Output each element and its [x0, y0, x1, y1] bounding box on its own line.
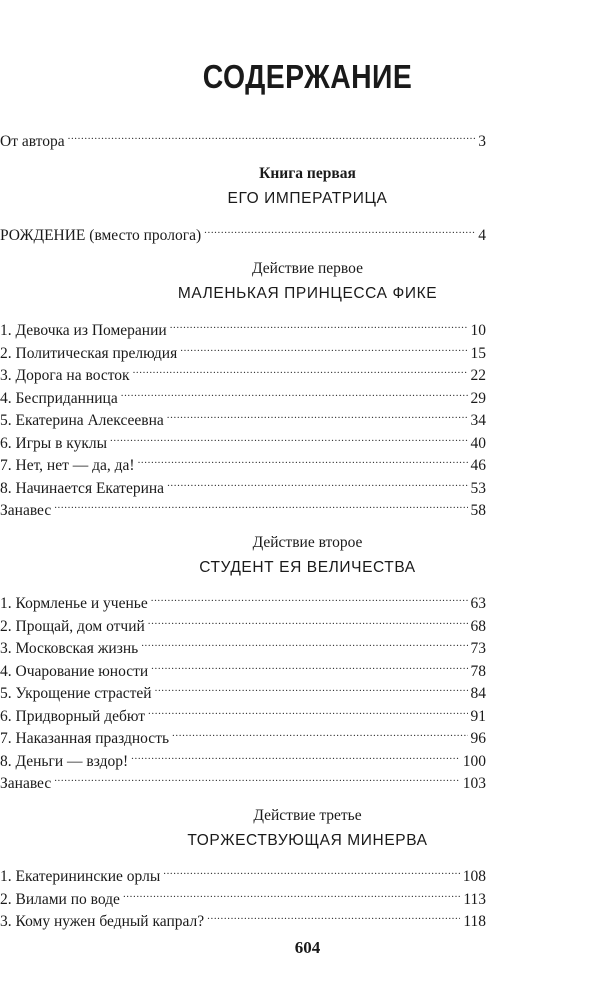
- entry-page: 46: [470, 457, 486, 474]
- entry-page: 3: [478, 133, 486, 150]
- entry-page: 78: [470, 662, 486, 680]
- dot-leader: [163, 859, 460, 881]
- entry-label: 4. Бесприданница: [0, 389, 118, 407]
- act-label: Действие первое: [252, 260, 363, 277]
- act-title: МАЛЕНЬКАЯ ПРИНЦЕССА ФИКЕ: [177, 285, 438, 302]
- entry-page: 58: [470, 502, 486, 519]
- dot-leader: [151, 654, 467, 676]
- entry-label: 1. Девочка из Померании: [0, 322, 167, 339]
- dot-leader: [141, 631, 467, 653]
- dot-leader: [148, 699, 467, 721]
- entry-label: 8. Начинается Екатерина: [0, 479, 165, 497]
- dot-leader: [172, 721, 467, 743]
- book-title: ЕГО ИМПЕРАТРИЦА: [227, 190, 388, 207]
- toc-entry: [0, 381, 486, 407]
- dot-leader: [110, 426, 467, 448]
- dot-leader: [121, 381, 468, 403]
- entry-label: 3. Московская жизнь: [0, 640, 139, 657]
- entry-page: 118: [463, 913, 486, 930]
- entry-label: 4. Очарование юности: [0, 662, 149, 680]
- act-title: ТОРЖЕСТВУЮЩАЯ МИНЕРВА: [187, 832, 428, 849]
- dot-leader: [207, 904, 460, 926]
- entry-page: 108: [462, 868, 486, 885]
- dot-leader: [54, 766, 460, 788]
- dot-leader: [138, 448, 468, 470]
- act-title: СТУДЕНТ ЕЯ ВЕЛИЧЕСТВА: [199, 559, 416, 576]
- dot-leader: [170, 313, 468, 335]
- entry-label: 5. Екатерина Алексеевна: [0, 412, 164, 429]
- entry-label: 6. Придворный дебют: [0, 707, 146, 725]
- entry-page: 34: [470, 412, 486, 429]
- entry-label: 5. Укрощение страстей: [0, 685, 152, 702]
- dot-leader: [155, 676, 468, 698]
- toc-entry-prologue: [0, 218, 486, 244]
- entry-label: 2. Прощай, дом отчий: [0, 617, 145, 635]
- entry-page: 10: [470, 322, 486, 339]
- toc-entry: [0, 586, 486, 612]
- toc-entry: [0, 654, 486, 680]
- dot-leader: [204, 218, 475, 240]
- toc-entry: [0, 699, 486, 725]
- dot-leader: [123, 882, 460, 904]
- entry-label: 2. Политическая прелюдия: [0, 344, 178, 362]
- act-label: Действие второе: [252, 534, 363, 551]
- book-label: Книга первая: [259, 165, 356, 182]
- entry-page: 96: [470, 730, 486, 747]
- dot-leader: [131, 744, 460, 766]
- entry-label: 2. Вилами по воде: [0, 890, 120, 908]
- entry-page: 91: [470, 707, 486, 725]
- toc-entry: [0, 766, 486, 792]
- dot-leader: [54, 493, 467, 515]
- entry-label: 7. Нет, нет — да, да!: [0, 457, 135, 474]
- dot-leader: [167, 471, 467, 493]
- dot-leader: [151, 586, 468, 608]
- entry-label: От автора: [0, 133, 65, 150]
- dot-leader: [68, 124, 476, 146]
- toc-entry: [0, 904, 486, 930]
- entry-label: 1. Кормленье и ученье: [0, 595, 148, 612]
- entry-page: 103: [462, 775, 486, 792]
- toc-entry: [0, 609, 486, 635]
- toc-entry: [0, 448, 486, 474]
- entry-label: Занавес: [0, 775, 52, 792]
- entry-page: 22: [470, 367, 486, 384]
- entry-page: 113: [463, 890, 486, 908]
- entry-page: 40: [470, 434, 486, 452]
- entry-page: 100: [462, 752, 486, 770]
- toc-entry: [0, 426, 486, 452]
- entry-page: 4: [478, 227, 486, 244]
- entry-page: 68: [470, 617, 486, 635]
- toc-entry: [0, 859, 486, 885]
- toc-entry: [0, 631, 486, 657]
- dot-leader: [167, 403, 468, 425]
- toc-entry: [0, 882, 486, 908]
- entry-page: 84: [470, 685, 486, 702]
- entry-label: 7. Наказанная праздность: [0, 730, 170, 747]
- entry-label: 3. Кому нужен бедный капрал?: [0, 913, 205, 930]
- toc-entry: [0, 403, 486, 429]
- toc-entry: [0, 493, 486, 519]
- entry-page: 29: [470, 389, 486, 407]
- entry-page: 15: [470, 344, 486, 362]
- entry-label: 1. Екатерининские орлы: [0, 868, 161, 885]
- dot-leader: [148, 609, 468, 631]
- toc-entry: [0, 676, 486, 702]
- dot-leader: [180, 336, 467, 358]
- entry-label: 8. Деньги — вздор!: [0, 752, 129, 770]
- toc-entry: [0, 358, 486, 384]
- entry-label: РОЖДЕНИЕ (вместо пролога): [0, 227, 202, 244]
- toc-entry: [0, 313, 486, 339]
- toc-entry: [0, 471, 486, 497]
- entry-label: 3. Дорога на восток: [0, 367, 130, 384]
- entry-page: 73: [470, 640, 486, 657]
- toc-entry: [0, 721, 486, 747]
- page-title: СОДЕРЖАНИЕ: [202, 58, 413, 95]
- entry-label: Занавес: [0, 502, 52, 519]
- toc-entry: [0, 744, 486, 770]
- act-label: Действие третье: [253, 807, 362, 824]
- entry-page: 53: [470, 479, 486, 497]
- entry-page: 63: [470, 595, 486, 612]
- toc-entry-author-note: [0, 124, 486, 150]
- dot-leader: [133, 358, 468, 380]
- page-number: 604: [294, 938, 321, 957]
- entry-label: 6. Игры в куклы: [0, 434, 108, 452]
- toc-entry: [0, 336, 486, 362]
